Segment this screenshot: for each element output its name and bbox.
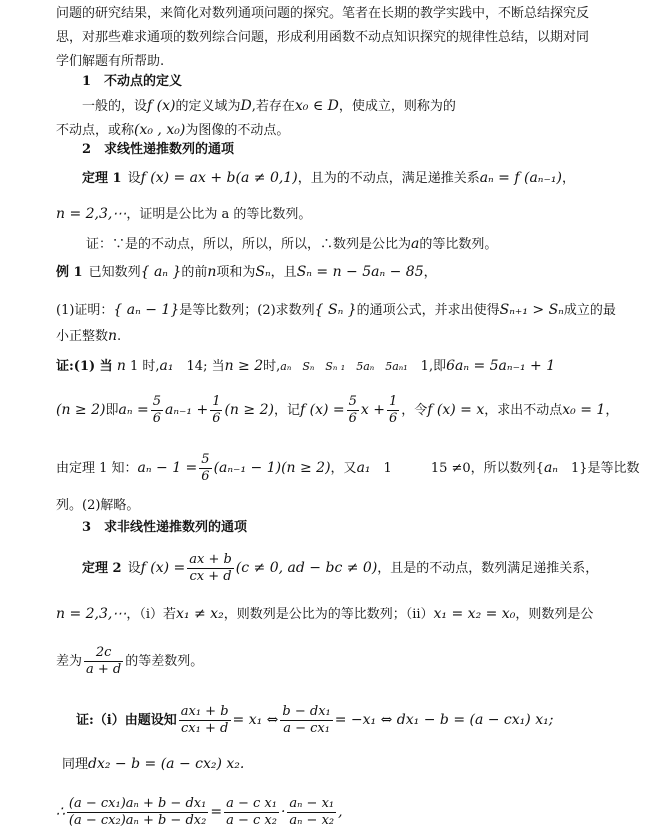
example-1-line <box>56 326 627 347</box>
denominator: 6 <box>212 411 221 426</box>
paragraph-line: 问题的研究结果，来简化对数列通项问题的探究。笔者在长期的教学实践中，不断总结探究反 <box>56 6 590 21</box>
math: { Sₙ } <box>314 302 357 318</box>
text: 证:（i）由题设知 <box>76 713 177 728</box>
text: 证:(1) 当 <box>56 359 113 374</box>
solution-line <box>56 446 640 491</box>
math: { aₙ } <box>140 264 182 280</box>
math: (aₙ₋₁ − 1)(n ≥ 2) <box>213 460 331 476</box>
math: f (x) = <box>140 560 186 576</box>
numerator: (a − cx₁)aₙ + b − dx₁ <box>68 796 207 811</box>
math: a <box>411 236 420 252</box>
paragraph-line: 思，对那些难求通项的数列综合问题，形成利用函数不动点知识探究的规律性总结，以期对同 <box>56 30 590 45</box>
definition-line <box>56 120 627 141</box>
numerator: b − dx₁ <box>282 704 331 719</box>
solution-line: 列。(2)解略。 <box>56 498 140 513</box>
math: x₀ ∈ D <box>294 98 339 114</box>
text: 小正整数 <box>56 329 109 344</box>
math: Sₙ <box>255 264 271 280</box>
math: aₙ <box>543 460 558 476</box>
solution-line <box>56 388 627 433</box>
theorem-1-line <box>82 168 627 189</box>
text: 设 <box>127 561 141 576</box>
math: x + <box>360 402 385 418</box>
example-1-line <box>56 300 627 321</box>
text: 的定义域为 <box>175 99 241 114</box>
fraction <box>199 452 211 485</box>
text: 项和为 <box>216 265 256 280</box>
text: . <box>117 329 122 344</box>
math: aₙ₋₁ + <box>164 402 209 418</box>
math: n <box>207 264 217 280</box>
numerator: aₙ − x₁ <box>289 796 335 811</box>
text: 即 <box>105 403 119 418</box>
text: 是等比数列；(2)求数列 <box>179 303 315 318</box>
math: Sₙ = n − 5aₙ − 85 <box>296 264 424 280</box>
math: n = 2,3,⋯ <box>56 206 127 222</box>
text: ，又 <box>330 461 357 476</box>
math: x₁ ≠ x₂ <box>176 606 224 622</box>
text: ， <box>605 403 619 418</box>
fraction <box>224 796 279 829</box>
theorem-2-line <box>56 604 627 625</box>
math: n <box>116 358 126 374</box>
fraction <box>287 796 336 829</box>
math: f (x) = <box>299 402 345 418</box>
fraction <box>210 394 222 427</box>
text: 证：∵是的不动点，所以，所以，所以，∴数列是公比为 <box>86 237 412 252</box>
denominator: a + d <box>86 662 122 677</box>
section-heading-1: 1 不动点的定义 <box>82 74 183 89</box>
text: 的等比数列。 <box>419 237 498 252</box>
numerator: a − c x₁ <box>226 796 277 811</box>
numerator: 1 <box>212 394 221 409</box>
denominator: a − c x₂ <box>226 813 277 828</box>
text: 时, <box>263 359 281 374</box>
text: ， <box>561 171 575 186</box>
text: 为图像的不动点。 <box>185 123 290 138</box>
fraction <box>347 394 359 427</box>
math: f (x) <box>147 98 176 114</box>
example-1-line <box>56 262 627 283</box>
math: (n ≥ 2) <box>224 402 274 418</box>
fraction <box>280 704 332 737</box>
math: aₙ = f (aₙ₋₁) <box>479 170 562 186</box>
math: f (x) = ax + b(a ≠ 0,1) <box>140 170 298 186</box>
section-heading-3: 3 求非线性递推数列的通项 <box>82 520 248 535</box>
fraction <box>151 394 163 427</box>
numerator: 2c <box>84 645 123 662</box>
text: ，记 <box>273 403 300 418</box>
text: 差为 <box>56 654 83 669</box>
text: ，且是的不动点，数列满足递推关系， <box>377 561 599 576</box>
theorem-1-line <box>56 204 627 225</box>
math: , <box>338 804 343 820</box>
math: x₀ = 1 <box>562 402 606 418</box>
math: = <box>210 804 223 820</box>
denominator: a − cx₁ <box>283 721 330 736</box>
math: a₁ <box>159 358 174 374</box>
math: dx₂ − b = (a − cx₂) x₂. <box>88 756 245 772</box>
text: ，（i）若 <box>126 607 177 622</box>
text: 已知数列 <box>88 265 141 280</box>
theorem-label: 定理 2 <box>82 561 122 576</box>
math: D <box>240 98 252 114</box>
numerator: ax + b <box>189 552 232 567</box>
text: 1 15 ≠0，所以数列{ <box>383 461 544 476</box>
math: n = 2,3,⋯ <box>56 606 127 622</box>
math: { aₙ − 1} <box>113 302 180 318</box>
numerator: 5 <box>201 452 210 467</box>
math: n ≥ 2 <box>224 358 264 374</box>
math: (n ≥ 2) <box>56 402 106 418</box>
denominator: cx₁ + d <box>180 721 229 736</box>
math: aₙ = <box>118 402 149 418</box>
text: ，求出不动点 <box>484 403 563 418</box>
text: 的前 <box>181 265 208 280</box>
text: (1)证明： <box>56 303 114 318</box>
math: a₁ <box>356 460 371 476</box>
section-heading-2: 2 求线性递推数列的通项 <box>82 142 235 157</box>
example-label: 例 1 <box>56 265 83 280</box>
solution-line <box>56 356 627 377</box>
text: 的等差数列。 <box>125 654 204 669</box>
math: = x₁ ⇔ <box>232 712 279 728</box>
text: 由定理 1 知： <box>56 461 138 476</box>
math: x₁ = x₂ = x₀ <box>433 606 516 622</box>
numerator: 5 <box>152 394 161 409</box>
math: f (x) = x <box>427 402 485 418</box>
denominator: 6 <box>201 469 210 484</box>
numerator: ax₁ + b <box>180 704 229 719</box>
proof-2-line <box>76 698 627 743</box>
numerator: 1 <box>388 394 398 409</box>
fraction <box>387 394 399 427</box>
text: 不动点，或称 <box>56 123 135 138</box>
denominator: aₙ − x₂ <box>289 813 335 828</box>
text: ，且为的不动点，满足递推关系 <box>297 171 480 186</box>
fraction <box>67 796 208 829</box>
text: ，则数列是公 <box>515 607 594 622</box>
math: 6aₙ = 5aₙ₋₁ + 1 <box>446 358 556 374</box>
text: 14; 当 <box>186 359 225 374</box>
text: ，证明是公比为 a 的等比数列。 <box>126 207 312 222</box>
text: 1 时, <box>130 359 160 374</box>
math: n <box>108 328 118 344</box>
paragraph-line: 学们解题有所帮助. <box>56 54 165 69</box>
math: ∴ <box>56 804 65 820</box>
text: 成立的最 <box>563 303 616 318</box>
denominator: 6 <box>388 411 398 426</box>
text: ,若存在 <box>251 99 295 114</box>
fraction <box>84 645 123 678</box>
text: 同理 <box>62 757 89 772</box>
definition-line <box>82 96 627 117</box>
theorem-label: 定理 1 <box>82 171 122 186</box>
text: 设 <box>127 171 141 186</box>
theorem-2-line <box>56 640 627 684</box>
text: 1}是等比数 <box>570 461 640 476</box>
math: aₙ Sₙ Sₙ ₁ 5aₙ 5aₙ₁ <box>280 360 408 373</box>
text: ， <box>423 265 437 280</box>
math: = −x₁ ⇔ dx₁ − b = (a − cx₁) x₁; <box>334 712 554 728</box>
text: ，则数列是公比为的等比数列；（ii） <box>223 607 434 622</box>
denominator: 6 <box>348 411 357 426</box>
denominator: 6 <box>152 411 161 426</box>
theorem-2-line <box>82 546 627 591</box>
text: ，使成立，则称为的 <box>338 99 456 114</box>
text: ，且 <box>270 265 297 280</box>
fraction <box>179 704 231 737</box>
math: aₙ − 1 = <box>137 460 198 476</box>
denominator: (a − cx₂)aₙ + b − dx₂ <box>68 813 207 828</box>
text: 1,即 <box>420 359 447 374</box>
proof-2-line <box>56 790 627 835</box>
fraction <box>187 552 234 585</box>
proof-2-line <box>62 754 627 775</box>
math: (x₀ , x₀) <box>134 122 186 138</box>
text: 一般的，设 <box>82 99 148 114</box>
numerator: 5 <box>348 394 357 409</box>
math: (c ≠ 0, ad − bc ≠ 0) <box>235 560 378 576</box>
text: 的通项公式，并求出使得 <box>356 303 500 318</box>
proof-1-line <box>86 234 627 255</box>
text: ，令 <box>401 403 428 418</box>
math: · <box>280 804 286 820</box>
math: Sₙ₊₁ > Sₙ <box>499 302 564 318</box>
denominator: cx + d <box>189 569 232 584</box>
